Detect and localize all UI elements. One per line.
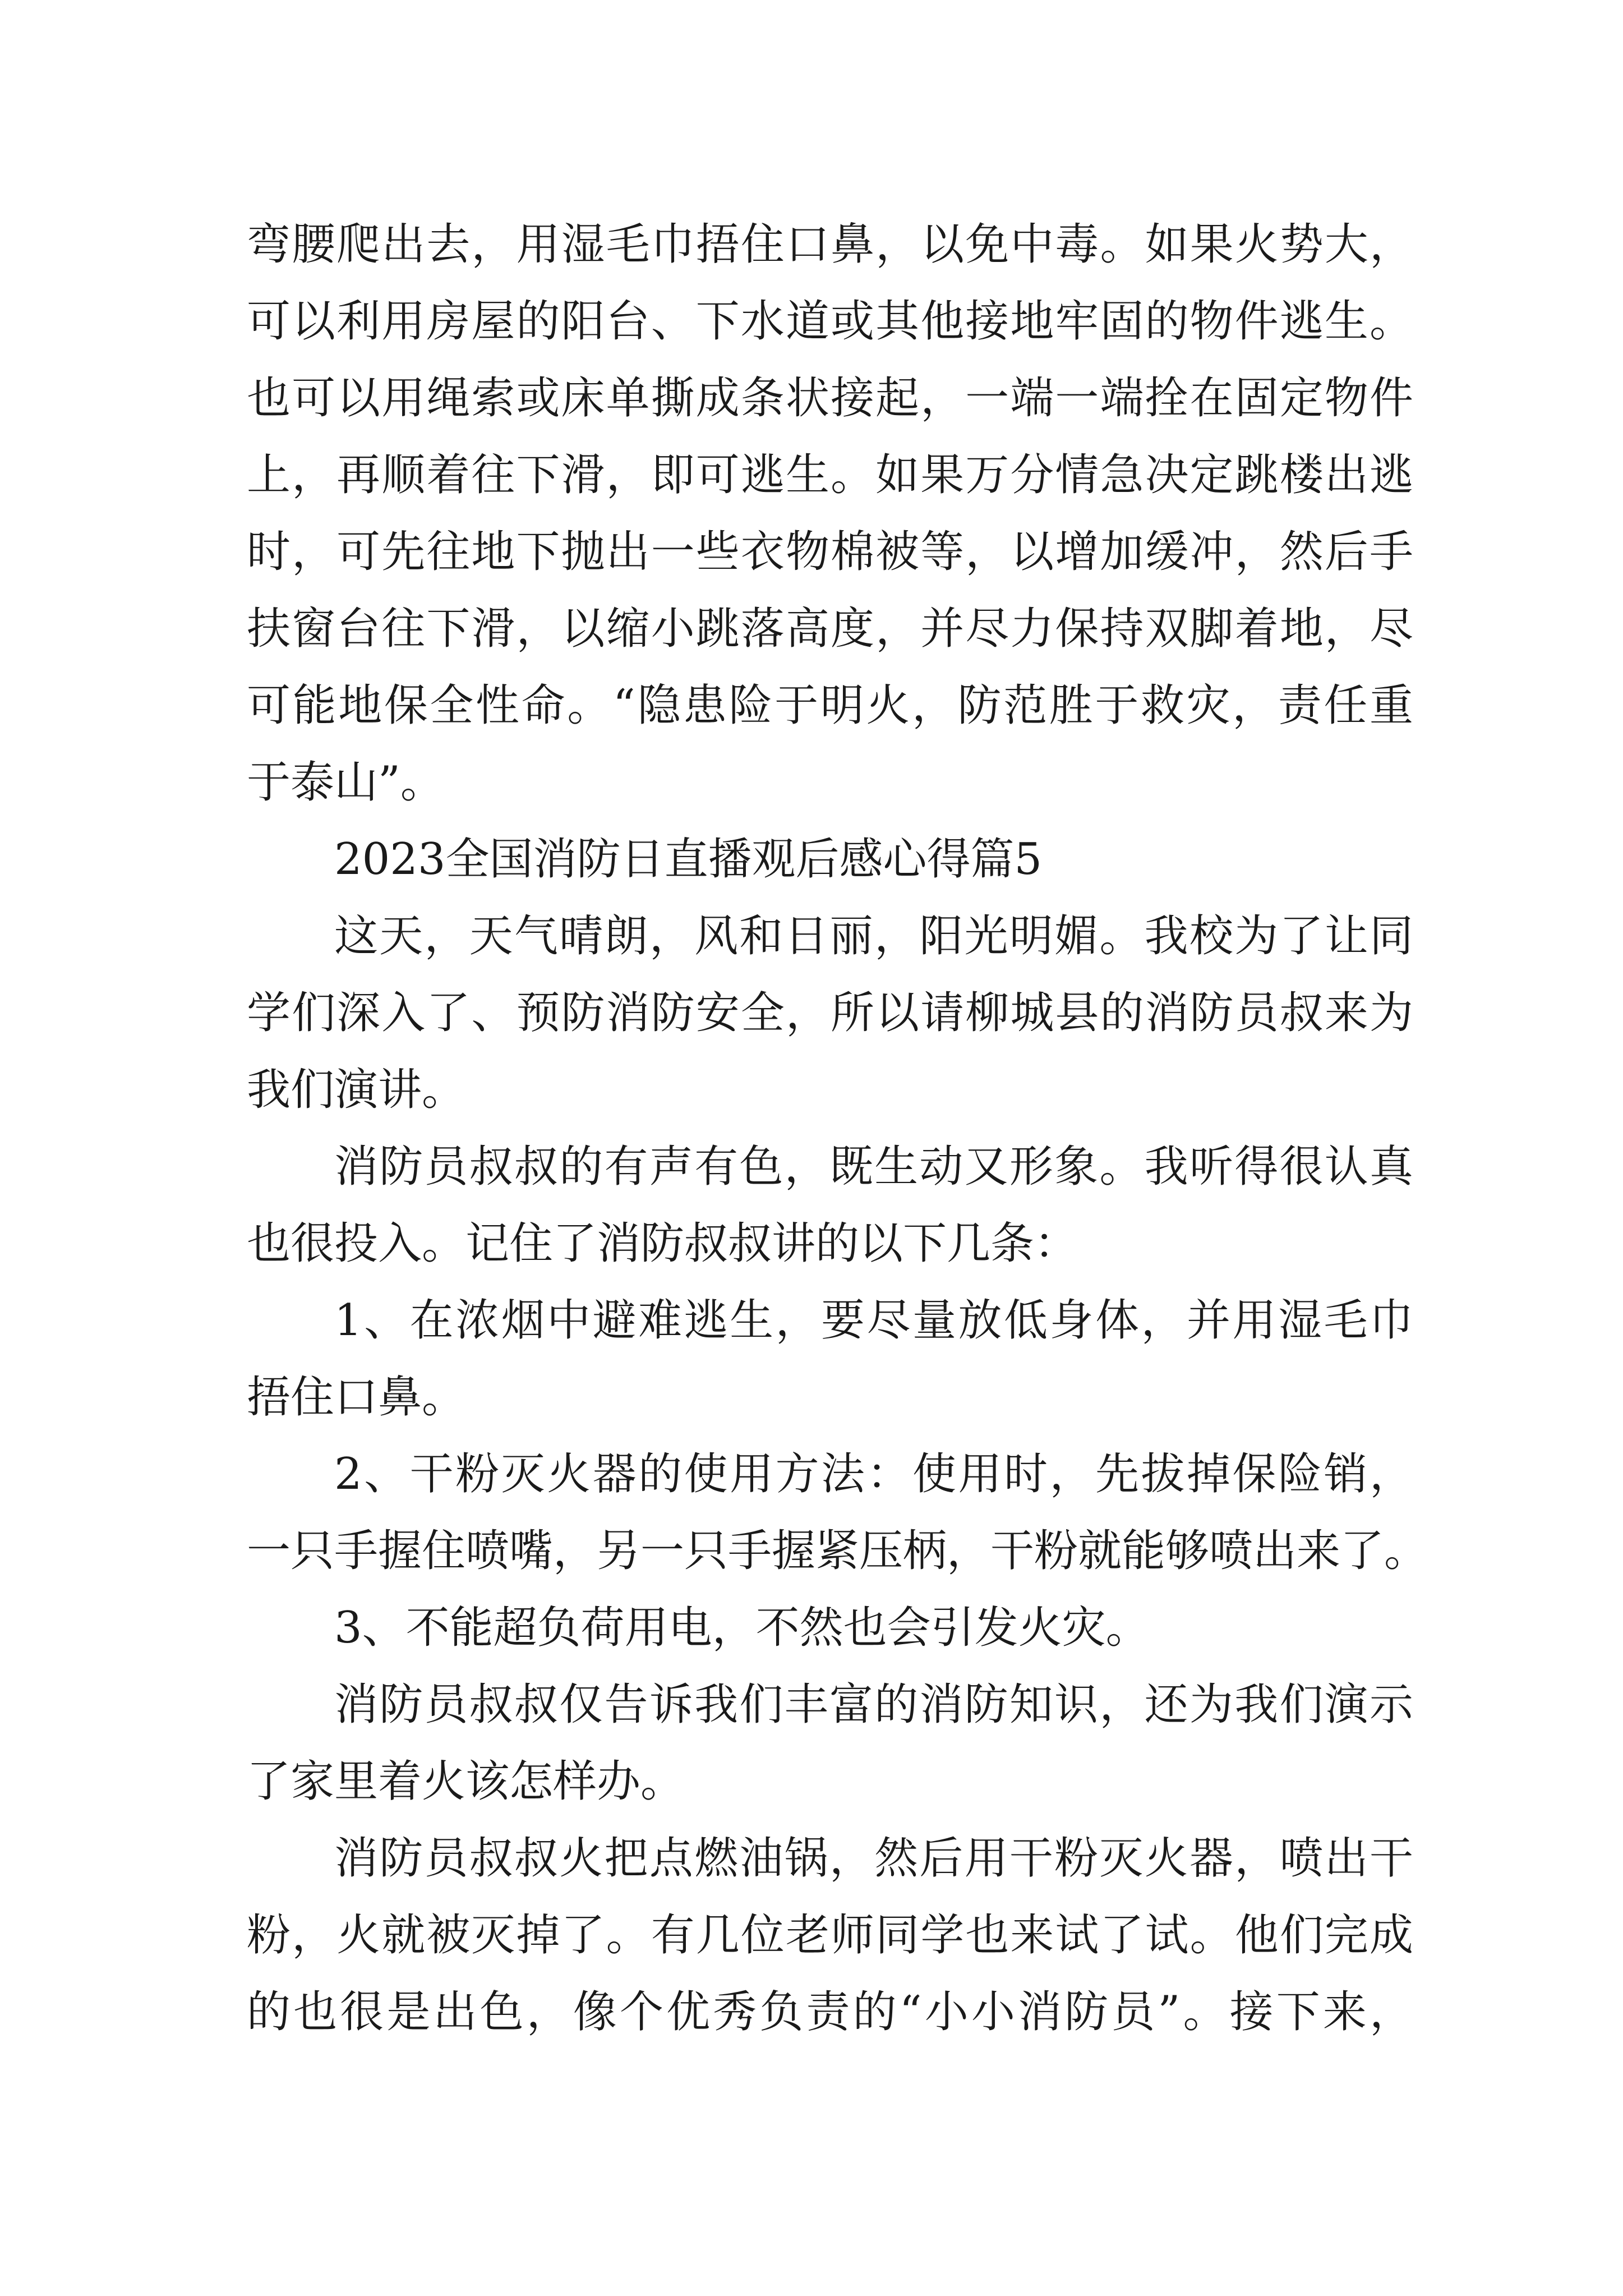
section-heading: 2023全国消防日直播观后感心得篇5 [334,834,1043,885]
text-line: 可能地保全性命。“隐患险于明火，防范胜于救灾，责任重 [247,680,1413,731]
text-line: 的也很是出色，像个优秀负责的“小小消防员”。接下来， [247,1987,1413,2037]
text-line: 消防员叔叔火把点燃油锅，然后用干粉灭火器，喷出干 [334,1833,1413,1884]
text-line: 学们深入了、预防消防安全，所以请柳城县的消防员叔来为 [247,988,1413,1038]
text-line: 弯腰爬出去，用湿毛巾捂住口鼻，以免中毒。如果火势大， [247,219,1413,270]
list-item-text: 1、在浓烟中避难逃生，要尽量放低身体，并用湿毛巾 [334,1295,1413,1346]
text-line: 这天，天气晴朗，风和日丽，阳光明媚。我校为了让同 [334,911,1413,961]
text-line: 也很投入。记住了消防叔叔讲的以下几条： [247,1218,1078,1269]
text-line: 时，可先往地下抛出一些衣物棉被等，以增加缓冲，然后手 [247,527,1413,577]
text-line: 我们演讲。 [247,1065,466,1115]
text-line: 上，再顺着往下滑，即可逃生。如果万分情急决定跳楼出逃 [247,450,1413,500]
text-line: 也可以用绳索或床单撕成条状接起，一端一端拴在固定物件 [247,373,1413,424]
list-item-text: 2、干粉灭火器的使用方法：使用时，先拔掉保险销， [334,1449,1413,1499]
text-line: 了家里着火该怎样办。 [247,1756,685,1807]
list-item-text: 一只手握住喷嘴，另一只手握紧压柄，干粉就能够喷出来了。 [247,1526,1428,1576]
text-line: 消防员叔叔仅告诉我们丰富的消防知识，还为我们演示 [334,1680,1413,1730]
text-line: 可以利用房屋的阳台、下水道或其他接地牢固的物件逃生。 [247,296,1413,347]
text-line: 扶窗台往下滑，以缩小跳落高度，并尽力保持双脚着地，尽 [247,604,1413,654]
list-item-text: 3、不能超负荷用电，不然也会引发火灾。 [334,1603,1150,1653]
list-item-text: 捂住口鼻。 [247,1372,466,1423]
text-line: 于泰山”。 [247,757,444,808]
text-line: 消防员叔叔的有声有色，既生动又形象。我听得很认真 [334,1142,1413,1192]
text-line: 粉，火就被灭掉了。有几位老师同学也来试了试。他们完成 [247,1910,1413,1961]
document-body [247,206,1428,2051]
